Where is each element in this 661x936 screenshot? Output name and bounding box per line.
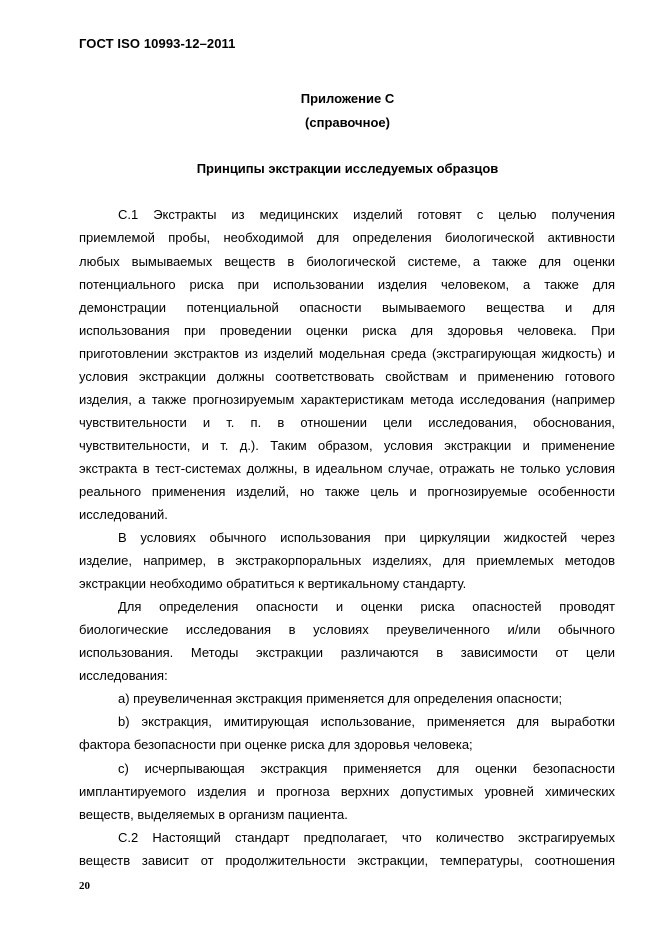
body-text-line: В условиях обычного использования при циркуляции жидкостей через bbox=[118, 530, 615, 545]
body-text-line: фактора безопасности при оценке риска для здоровья человека; bbox=[79, 737, 473, 752]
body-text-line: экстракта в тест-системах должны, в идеальном случае, отражать не только условия bbox=[79, 461, 615, 476]
document-header-standard-code: ГОСТ ISO 10993-12–2011 bbox=[79, 36, 236, 51]
body-text-line: использования при проведении оценки риска для здоровья человека. При bbox=[79, 323, 615, 338]
body-text-line: демонстрации потенциальной опасности вымываемого вещества и для bbox=[79, 300, 615, 315]
body-text-line: веществ зависит от продолжительности экстракции, температуры, соотношения bbox=[79, 853, 615, 868]
body-text-line: веществ, выделяемых в организм пациента. bbox=[79, 807, 348, 822]
body-text-line: приготовлении экстрактов из изделий модельная среда (экстрагирующая жидкость) и bbox=[79, 346, 615, 361]
body-text-line: приемлемой пробы, необходимой для определения биологической активности bbox=[79, 230, 615, 245]
body-text-line: потенциального риска при использовании изделия человеком, а также для bbox=[79, 277, 615, 292]
body-text-line: исследования: bbox=[79, 668, 168, 683]
body-text-line: биологические исследования в условиях преувеличенного и/или обычного bbox=[79, 622, 615, 637]
appendix-heading: Принципы экстракции исследуемых образцов bbox=[196, 161, 499, 176]
appendix-title: Приложение С bbox=[300, 91, 395, 106]
body-text-line: экстракции необходимо обратиться к вертикальному стандарту. bbox=[79, 576, 467, 591]
body-text-line: чувствительности, и т. д.). Таким образом, условия экстракции и применение bbox=[79, 438, 615, 453]
body-text-line: С.1 Экстракты из медицинских изделий готовят с целью получения bbox=[118, 207, 615, 222]
appendix-status: (справочное) bbox=[305, 115, 390, 130]
body-text-line: использования. Методы экстракции различаются в зависимости от цели bbox=[79, 645, 615, 660]
body-text-line: имплантируемого изделия и прогноза верхних допустимых уровней химических bbox=[79, 784, 615, 799]
body-text-line: реального применения изделий, но также цель и прогнозируемые особенности bbox=[79, 484, 615, 499]
list-item-c: с) исчерпывающая экстракция применяется для оценки безопасности bbox=[118, 761, 615, 776]
body-text-line: изделие, например, в экстракорпоральных изделиях, для приемлемых методов bbox=[79, 553, 615, 568]
list-item-a: а) преувеличенная экстракция применяется для определения опасности; bbox=[118, 691, 563, 706]
body-text-line: С.2 Настоящий стандарт предполагает, что количество экстрагируемых bbox=[118, 830, 615, 845]
list-item-b: b) экстракция, имитирующая использование, применяется для выработки bbox=[118, 714, 615, 729]
body-text-line: изделия, а также прогнозируемым характеристикам метода исследования (например bbox=[79, 392, 615, 407]
body-text-line: чувствительности и т. п. в отношении цели исследования, обоснования, bbox=[79, 415, 615, 430]
body-text-line: любых вымываемых веществ в биологической системе, а также для оценки bbox=[79, 254, 615, 269]
body-text-line: исследований. bbox=[79, 507, 168, 522]
page-number: 20 bbox=[79, 880, 90, 892]
body-text-line: Для определения опасности и оценки риска опасностей проводят bbox=[118, 599, 615, 614]
body-text-line: условия экстракции должны соответствовать свойствам и применению готового bbox=[79, 369, 615, 384]
